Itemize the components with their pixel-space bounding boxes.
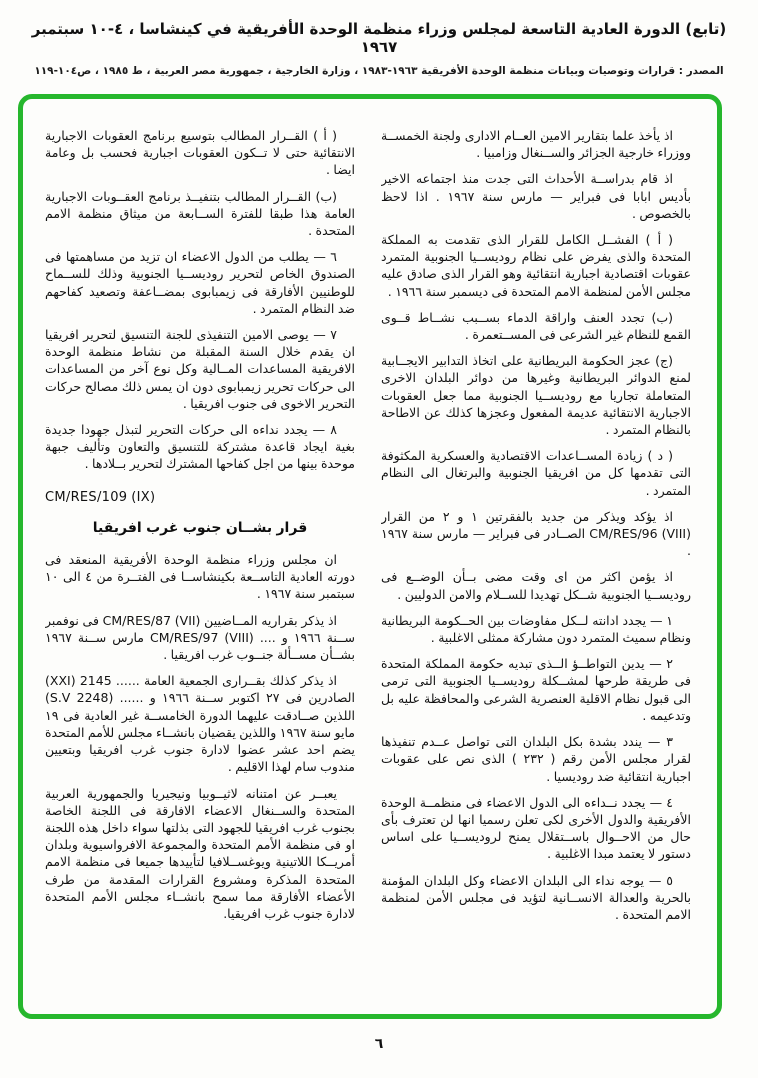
paragraph: ٢ — يدين التواطــؤ الــذى تبديه حكومة المملكة المتحدة فى طريقة طرحها لمشــكلة روديســيا الجنوبية التى ترمى الى قبول نظام الاقلية العنصرية الشرعى والمحافظة عليه بل وتدعيمه .	[381, 656, 691, 723]
paragraph: يعبــر عن امتنانه لاثيــوبيا ونيجيريا والجمهورية العربية المتحدة والســنغال الاعضاء الافارقة فى اللجنة الخاصة بجنوب غرب افريقيا للجهود التى بذلتها سواء داخل هذه اللجنة او فى منظمة الأمم المتحدة والمجموعة الافرواسيوية وبلدان أمريــكا اللاتينية ويوغســلافيا لتأييدها جميعا فى منظمة الامم المتحدة المذكرة ومشروع القرارات المقدمة من طرف الأعضاء الأفارقة مما سمح بانشــاء مجلس الأمم المتحدة لادارة جنوب غرب افريقيا.	[45, 785, 355, 921]
column-right	[381, 127, 691, 996]
paragraph: ( أ ) القــرار المطالب بتوسيع برنامج العقوبات الاجبارية الانتقائية حتى لا تــكون العقوبات اجبارية فحسب بل وعامة ايضا .	[45, 128, 355, 178]
source-line: المصدر : قرارات وتوصيات وبيانات منظمة الوحدة الأفريقية ١٩٦٣-١٩٨٣ ، وزارة الخارجية ، جمهورية مصر العربية ، ط ١٩٨٥ ، ص١٠٤-١١٩	[34, 65, 724, 77]
paragraph: ( أ ) الفشــل الكامل للقرار الذى تقدمت به المملكة المتحدة والذى يفرض على نظام روديســيا الجنوبية المتمرد عقوبات اقتصادية اجبارية انتقائية وهو القرار الذى صادق عليه مجلس الأمن لمنظمة الامم المتحدة فى ديسمبر سنة ١٩٦٦ .	[381, 232, 691, 299]
two-column-layout	[45, 127, 691, 996]
column-left	[45, 127, 355, 996]
paragraph: ٧ — يوصى الامين التنفيذى للجنة التنسيق لتحرير افريقيا ان يقدم خلال السنة المقبلة من نشاط منظمة الوحدة الافريقية المساعدات المــالية وكل نوع آخر من المساعدات الى حركات تحرير زيمبابوى دون ان يمس ذلك مصالح حركات التحرير الاخوى فى جنوب افريقيا .	[45, 327, 355, 411]
paragraph: ٨ — يجدد نداءه الى حركات التحرير لتبذل جهودا جديدة بغية ايجاد قاعدة مشتركة للتنسيق والتعاون وتأليف جبهة موحدة بينها من اجل كفاحها المشترك لتحرير بــلادها .	[45, 422, 355, 472]
paragraph: اذ يأخذ علما بتقارير الامين العــام الادارى ولجنة الخمســة ووزراء خارجية الجزائر والســنغال وزامبيا .	[381, 128, 691, 161]
page-number: ٦	[374, 1036, 384, 1052]
session-title: (تابع) الدورة العادية التاسعة لمجلس وزراء منظمة الوحدة الأفريقية في كينشاسا ، ٤-١٠ سبتمبر ١٩٦٧	[31, 20, 727, 56]
paragraph: ان مجلس وزراء منظمة الوحدة الأفريقية المنعقد فى دورته العادية التاســعة بكينشاســا فى الفتــرة من ٤ الى ١٠ سبتمبر سنة ١٩٦٧ .	[45, 552, 355, 602]
paragraph: (ب) القــرار المطالب بتنفيــذ برنامج العقــوبات الاجبارية العامة هذا طبقا للفترة الســابعة من ميثاق منظمة الامم المتحدة .	[45, 188, 355, 239]
paragraph: اذ يذكر كذلك بقــرارى الجمعية العامة ...... 2145 (XXI) الصادرين فى ٢٧ اكتوبر ســنة ١٩٦٦ و ...... (2248 S.V) اللذين صــادقت عليهما الدورة الخامســة غير العادية فى ١٩ مايو سنة ١٩٦٧ واللذين يقضيان بانشــاء مجلس للأمم المتحدة يضم احد عشر عضوا لادارة جنوب غرب افريقيا وبتعيين مندوب سام لهذا الاقليم .	[45, 673, 355, 775]
paragraph: ( د ) زيادة المســاعدات الاقتصادية والعسكرية المكثوفة التى تقدمها كل من افريقيا الجنوبية والبرتغال الى النظام المتمرد .	[381, 448, 691, 498]
paragraph: اذ قام بدراســة الأحداث التى جدت منذ اجتماعه الاخير بأديس ابابا فى فبراير — مارس سنة ١٩٦٧ . اذا لاحظ بالخصوص .	[381, 171, 691, 221]
content-frame	[18, 94, 722, 1019]
paragraph: ٣ — يندد بشدة بكل البلدان التى تواصل عــدم تنفيذها لقرار مجلس الأمن رقم ( ٢٣٢ ) الذى نص على عقوبات اجبارية انتقائية ضد روديسيا .	[381, 734, 691, 784]
paragraph: اذ يؤكد ويذكر من جديد بالفقرتين ١ و ٢ من القرار CM/RES/96 (VIII) الصــادر فى فبراير — مارس سنة ١٩٦٧ .	[381, 508, 691, 559]
resolution-code: CM/RES/109 (IX)	[45, 489, 156, 505]
paragraph: ١ — يجدد ادانته لــكل مفاوضات بين الحــكومة البريطانية ونظام سميث المتمرد دون مشاركة ممثلى الاغلبية .	[381, 612, 691, 646]
page-header	[20, 20, 738, 77]
paragraph: ٥ — يوجه نداء الى البلدان الاعضاء وكل البلدان المؤمنة بالحرية والعدالة الانســانية لتؤيد فى مجلس الأمن لمنظمة الامم المتحدة .	[381, 872, 691, 922]
paragraph: ٤ — يجدد نــداءه الى الدول الاعضاء فى منظمــة الوحدة الأفريقية والدول الأخرى لكى تعلن رسميا انها لن تعترف بأى حال من الاحــوال باســتقلال يمنح لروديســيا على اساس دستور لا يعتمد مبدا الاغلبية .	[381, 794, 691, 862]
paragraph: اذ يؤمن اكثر من اى وقت مضى بــأن الوضــع فى روديســيا الجنوبية شــكل تهديدا للســلام والامن الدوليين .	[381, 569, 691, 602]
paragraph: ٦ — يطلب من الدول الاعضاء ان تزيد من مساهمتها فى الصندوق الخاص لتحرير روديســيا الجنوبية وذلك للســماح للوطنيين الأفارقة فى زيمبابوى بمضــاعفة وتصعيد كفاحهم ضد النظام المتمرد .	[45, 249, 355, 316]
paragraph: (ج) عجز الحكومة البريطانية على اتخاذ التدابير الايجــابية لمنع الدوائر البريطانية وغيرها من دوائر البلدان الاخرى المتعاملة تجاريا مع روديســيا الجنوبية مما جعل العقوبات الاجبارية الانتقائية عديمة المفعول وعجزها كذلك عن الاطاحة بالنظام المتمرد .	[381, 353, 691, 438]
resolution-heading: قرار بشــان جنوب غرب افريقيا	[92, 519, 308, 536]
paragraph: اذ يذكر بقراريه المــاضيين CM/RES/87 (VII) فى نوفمبر ســنة ١٩٦٦ و .... CM/RES/97 (VIII) مارس ســنة ١٩٦٧ بشــأن مســألة جنــوب غرب افريقيا .	[45, 612, 355, 663]
paragraph: (ب) تجدد العنف واراقة الدماء بســبب نشــاط قــوى القمع للنظام غير الشرعى فى المســتعمرة .	[381, 309, 691, 343]
